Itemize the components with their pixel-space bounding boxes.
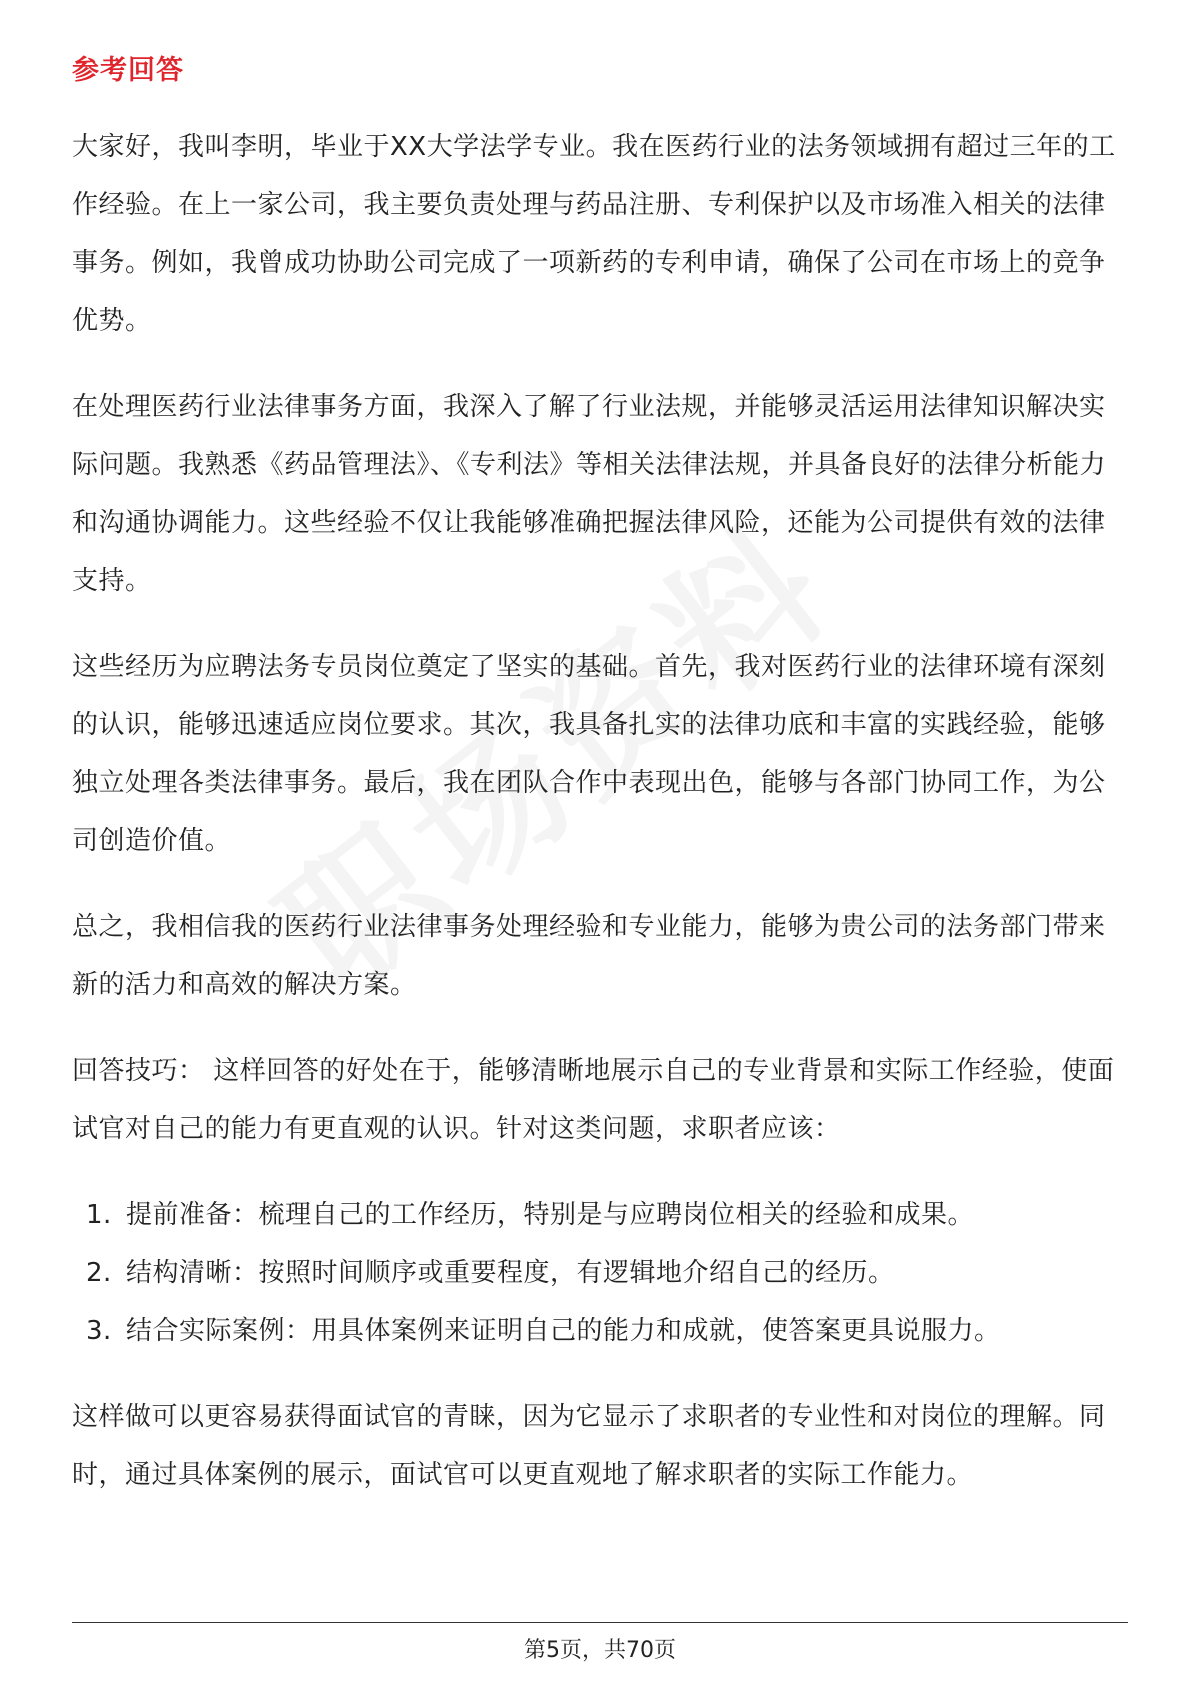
list-item — [72, 1186, 1128, 1244]
list-item — [72, 1302, 1128, 1360]
footer-divider — [72, 1622, 1128, 1623]
list-item-number: 1. — [86, 1200, 112, 1230]
list-item-text: 结合实际案例：用具体案例来证明自己的能力和成就，使答案更具说服力。 — [126, 1316, 1001, 1346]
paragraph-experience: 在处理医药行业法律事务方面，我深入了解了行业法规，并能够灵活运用法律知识解决实际问题。我熟悉《药品管理法》、《专利法》等相关法律法规，并具备良好的法律分析能力和沟通协调能力。这些经验不仅让我能够准确把握法律风险，还能为公司提供有效的法律支持。 — [72, 392, 1107, 596]
document-page — [72, 0, 1128, 1684]
section-title: 参考回答 — [72, 55, 184, 86]
tips-list — [72, 1186, 1128, 1360]
paragraph-closing: 这样做可以更容易获得面试官的青睐，因为它显示了求职者的专业性和对岗位的理解。同时，通过具体案例的展示，面试官可以更直观地了解求职者的实际工作能力。 — [72, 1402, 1106, 1490]
paragraph-tips-intro: 回答技巧： 这样回答的好处在于，能够清晰地展示自己的专业背景和实际工作经验，使面试官对自己的能力有更直观的认识。针对这类问题，求职者应该： — [72, 1056, 1115, 1144]
list-item-number: 2. — [86, 1258, 112, 1288]
paragraph-intro: 大家好，我叫李明，毕业于XX大学法学专业。我在医药行业的法务领域拥有超过三年的工作经验。在上一家公司，我主要负责处理与药品注册、专利保护以及市场准入相关的法律事务。例如，我曾成功协助公司完成了一项新药的专利申请，确保了公司在市场上的竞争优势。 — [72, 132, 1116, 336]
page-number: 第5页，共70页 — [524, 1638, 676, 1663]
list-item — [72, 1244, 1128, 1302]
list-item-text: 提前准备：梳理自己的工作经历，特别是与应聘岗位相关的经验和成果。 — [126, 1200, 975, 1230]
list-item-number: 3. — [86, 1316, 112, 1346]
list-item-text: 结构清晰：按照时间顺序或重要程度，有逻辑地介绍自己的经历。 — [126, 1258, 895, 1288]
paragraph-summary: 总之，我相信我的医药行业法律事务处理经验和专业能力，能够为贵公司的法务部门带来新的活力和高效的解决方案。 — [72, 912, 1106, 1000]
document-body — [72, 118, 1128, 1532]
paragraph-qualification: 这些经历为应聘法务专员岗位奠定了坚实的基础。首先，我对医药行业的法律环境有深刻的认识，能够迅速适应岗位要求。其次，我具备扎实的法律功底和丰富的实践经验，能够独立处理各类法律事务。最后，我在团队合作中表现出色，能够与各部门协同工作，为公司创造价值。 — [72, 652, 1106, 856]
